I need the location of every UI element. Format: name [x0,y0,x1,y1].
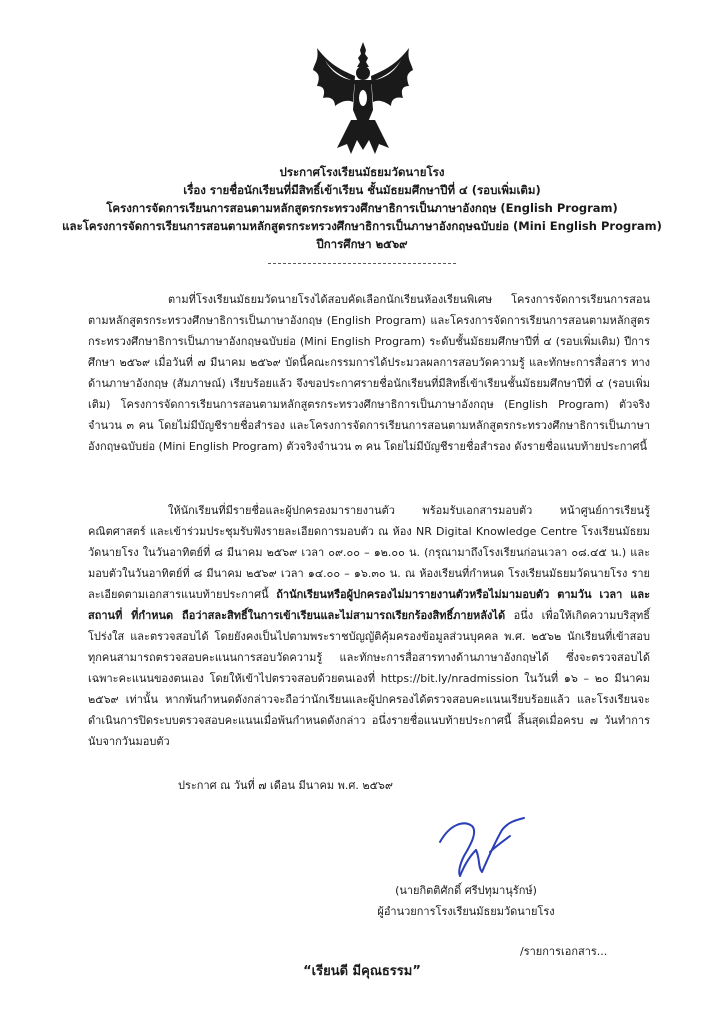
header-divider [268,263,456,264]
announcement-date: ประกาศ ณ วันที่ ๗ เดือน มีนาคม พ.ศ. ๒๕๖๙ [178,779,393,792]
signer-block [348,880,584,922]
handwritten-signature-icon [430,812,550,882]
paragraph-announcement: ตามที่โรงเรียนมัธยมวัดนายโรงได้สอบคัดเลือกนักเรียนห้องเรียนพิเศษ โครงการจัดการเรียนการสอนตามหลักสูตรกระทรวงศึกษาธิการเป็นภาษาอังกฤษ (English Program) และโครงการจัดการเรียนการสอนตามหลักสูตรกระทรวงศึกษาธิการเป็นภาษาอังกฤษฉบับย่อ (Mini English Program) ระดับชั้นมัธยมศึกษาปีที่ ๔ (รอบเพิ่มเติม) ปีการศึกษา ๒๕๖๙ เมื่อวันที่ ๗ มีนาคม ๒๕๖๙ บัดนี้คณะกรรมการได้ประมวลผลการสอบวัดความรู้ และทักษะการสื่อสาร ทางด้านภาษาอังกฤษ (สัมภาษณ์) เรียบร้อยแล้ว จึงขอประกาศรายชื่อนักเรียนที่มีสิทธิ์เข้าเรียนชั้นมัธยมศึกษาปีที่ ๔ (รอบเพิ่มเติม) โครงการจัดการเรียนการสอนตามหลักสูตรกระทรวงศึกษาธิการเป็นภาษาอังกฤษ (English Program) ตัวจริงจำนวน ๓ คน โดยไม่มีบัญชีรายชื่อสำรอง และโครงการจัดการเรียนการสอนตามหลักสูตรกระทรวงศึกษาธิการเป็นภาษาอังกฤษฉบับย่อ (Mini English Program) ตัวจริงจำนวน ๓ คน โดยไม่มีบัญชีรายชื่อสำรอง ดังรายชื่อแนบท้ายประกาศนี้ [88,293,650,453]
program-line-mini-english: และโครงการจัดการเรียนการสอนตามหลักสูตรกระทรวงศึกษาธิการเป็นภาษาอังกฤษฉบับย่อ (Mini English Program) [62,219,662,233]
forfeit-warning: ถ้านักเรียนหรือผู้ปกครองไม่มารายงานตัวหรือไม่มามอบตัว ตามวัน เวลา และสถานที่ ที่กำหนด ถือว่าสละสิทธิ์ในการเข้าเรียนและไม่สามารถเรียกร้องสิทธิ์ภายหลังได้ [88,588,650,622]
instructions-text-part1: ให้นักเรียนที่มีรายชื่อและผู้ปกครองมารายงานตัว พร้อมรับเอกสารมอบตัว หน้าศูนย์การเรียนรู้คณิตศาสตร์ และเข้าร่วมประชุมรับฟังรายละเอียดการมอบตัว ณ ห้อง NR Digital Knowledge Centre โรงเรียนมัธยมวัดนายโรง ในวันอาทิตย์ที่ ๘ มีนาคม ๒๕๖๙ เวลา ๐๙.๐๐ – ๑๒.๐๐ น. (กรุณามาถึงโรงเรียนก่อนเวลา ๐๘.๔๕ น.) และมอบตัวในวันอาทิตย์ที่ ๘ มีนาคม ๒๕๖๙ เวลา ๑๔.๐๐ – ๑๖.๓๐ น. ณ ห้องเรียนที่กำหนด โรงเรียนมัธยมวัดนายโรง รายละเอียดตามเอกสารแนบท้ายประกาศนี้ [88,504,650,601]
issuer-line: ประกาศโรงเรียนมัธยมวัดนายโรง [279,165,445,179]
school-motto: “เรียนดี มีคุณธรรม” [303,964,421,979]
announcement-header [0,163,724,253]
signer-title: ผู้อำนวยการโรงเรียนมัธยมวัดนายโรง [377,905,555,918]
subject-line: เรื่อง รายชื่อนักเรียนที่มีสิทธิ์เข้าเรียน ชั้นมัธยมศึกษาปีที่ ๔ (รอบเพิ่มเติม) [183,183,541,197]
academic-year-line: ปีการศึกษา ๒๕๖๙ [316,237,408,251]
program-line-english: โครงการจัดการเรียนการสอนตามหลักสูตรกระทรวงศึกษาธิการเป็นภาษาอังกฤษ (English Program) [106,201,618,215]
attachment-note: /รายการเอกสาร... [520,945,608,958]
garuda-emblem-icon [311,40,415,158]
paragraph-instructions [88,500,650,752]
instructions-text-part2: อนึ่ง เพื่อให้เกิดความบริสุทธิ์ โปร่งใส และตรวจสอบได้ โดยยังคงเป็นไปตามพระราชบัญญัติคุ้มครองข้อมูลส่วนบุคคล พ.ศ. ๒๕๖๒ นักเรียนที่เข้าสอบทุกคนสามารถตรวจสอบคะแนนการสอบวัดความรู้ และทักษะการสื่อสารทางด้านภาษาอังกฤษได้ ซึ่งจะตรวจสอบได้เฉพาะคะแนนของตนเอง โดยให้เข้าไปตรวจสอบด้วยตนเองที่ https://bit.ly/nradmission ในวันที่ ๑๖ – ๒๐ มีนาคม ๒๕๖๙ เท่านั้น หากพ้นกำหนดดังกล่าวจะถือว่านักเรียนและผู้ปกครองได้ตรวจสอบคะแนนเรียบร้อยแล้ว และโรงเรียนจะดำเนินการปิดระบบตรวจสอบคะแนนเมื่อพ้นกำหนดดังกล่าว อนึ่งรายชื่อแนบท้ายประกาศนี้ สิ้นสุดเมื่อครบ ๗ วันทำการ นับจากวันมอบตัว [88,609,651,748]
signer-name: (นายกิตติศักดิ์ ศรีปทุมานุรักษ์) [395,884,537,897]
